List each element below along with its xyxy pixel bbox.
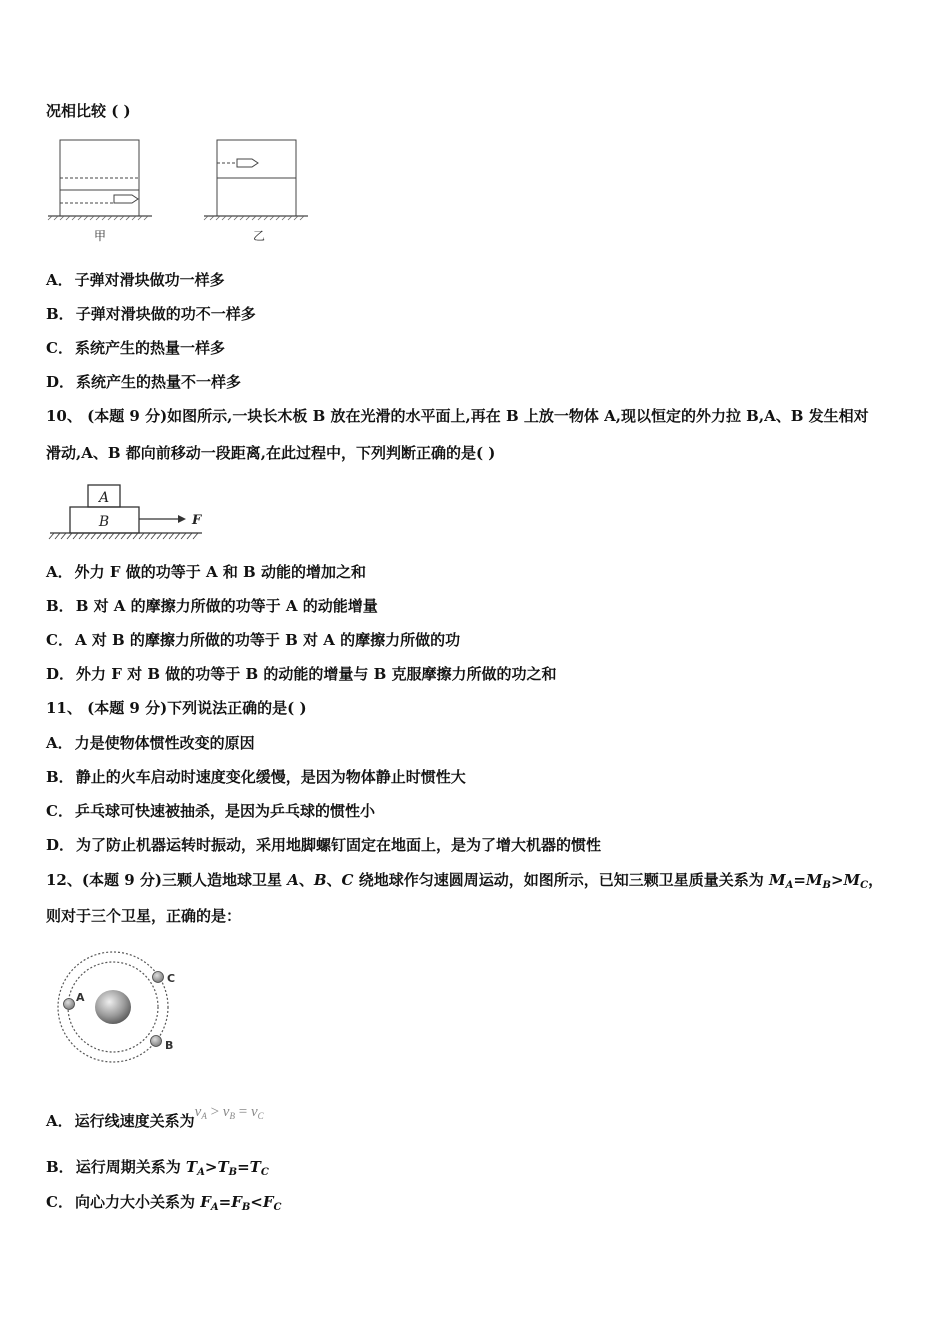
satellite-b-icon bbox=[151, 1036, 162, 1047]
q10-option-b: B． B 对 A 的摩擦力所做的功等于 A 的动能增量 bbox=[46, 597, 378, 615]
q12-orbit-figure bbox=[52, 946, 187, 1066]
q11-stem: 11、 (本题 9 分)下列说法正确的是( ) bbox=[46, 699, 307, 717]
svg-text:A: A bbox=[98, 490, 110, 506]
q12-stem-line2: 则对于三个卫星，正确的是： bbox=[46, 907, 242, 925]
q10-option-c: C． A 对 B 的摩擦力所做的功等于 B 对 A 的摩擦力所做的功 bbox=[46, 631, 461, 649]
q10-figure bbox=[46, 482, 216, 544]
svg-text:B: B bbox=[98, 514, 110, 530]
svg-text:F: F bbox=[192, 513, 202, 528]
svg-text:C: C bbox=[167, 972, 176, 985]
satellite-c-icon bbox=[153, 972, 164, 983]
svg-text:A: A bbox=[76, 991, 85, 1004]
figure-jia-label: 甲 bbox=[94, 229, 107, 243]
figure-yi bbox=[204, 140, 308, 243]
figure-jia bbox=[48, 140, 152, 243]
q11-option-b: B． 静止的火车启动时速度变化缓慢，是因为物体静止时惯性大 bbox=[46, 768, 466, 786]
q10-option-d: D． 外力 F 对 B 做的功等于 B 的动能的增量与 B 克服摩擦力所做的功之和 bbox=[46, 665, 557, 683]
q12-stem-line1: 12、(本题 9 分)三颗人造地球卫星 A、B、C 绕地球作匀速圆周运动，如图所示，已知三颗卫星质量关系为 $M_A=M_B>M_C$， bbox=[46, 871, 884, 891]
q9-option-c: C． 系统产生的热量一样多 bbox=[46, 339, 225, 357]
q9-option-a: A． 子弹对滑块做功一样多 bbox=[46, 271, 225, 289]
q11-option-d: D． 为了防止机器运转时振动，采用地脚螺钉固定在地面上，是为了增大机器的惯性 bbox=[46, 836, 602, 854]
q9-option-d: D． 系统产生的热量不一样多 bbox=[46, 373, 242, 391]
q10-option-a: A． 外力 F 做的功等于 A 和 B 动能的增加之和 bbox=[46, 563, 366, 581]
satellite-a-icon bbox=[64, 999, 75, 1010]
q9-option-b: B． 子弹对滑块做的功不一样多 bbox=[46, 305, 256, 323]
q10-stem-line1: 10、 (本题 9 分)如图所示,一块长木板 B 放在光滑的水平面上,再在 B 上放一物体 A,现以恒定的外力拉 B,A、B 发生相对 bbox=[46, 407, 869, 425]
mass-relation: $M_A=M_B>M_C$， bbox=[768, 871, 884, 891]
q12-option-c: C． 向心力大小关系为 $F_A=F_B<F_C$ bbox=[46, 1193, 282, 1213]
earth-icon bbox=[95, 990, 131, 1024]
q11-option-c: C． 乒乓球可快速被抽杀，是因为乒乓球的惯性小 bbox=[46, 802, 375, 820]
svg-text:B: B bbox=[165, 1039, 174, 1052]
q9-figure bbox=[44, 136, 314, 248]
q10-stem-line2: 滑动,A、B 都向前移动一段距离,在此过程中，下列判断正确的是( ) bbox=[46, 444, 496, 462]
q11-option-a: A． 力是使物体惯性改变的原因 bbox=[46, 734, 255, 752]
velocity-formula: $v_A > v_B = v_C$ bbox=[194, 1104, 264, 1121]
q12-option-b: B． 运行周期关系为 $T_A>T_B=T_C$ bbox=[46, 1158, 269, 1178]
q9-stem-tail: 况相比较 ( ) bbox=[46, 102, 131, 120]
q12-option-a: A． 运行线速度关系为$v_A > v_B = v_C$ bbox=[46, 1104, 264, 1130]
force-arrow-icon bbox=[178, 515, 186, 523]
figure-yi-label: 乙 bbox=[253, 229, 266, 243]
